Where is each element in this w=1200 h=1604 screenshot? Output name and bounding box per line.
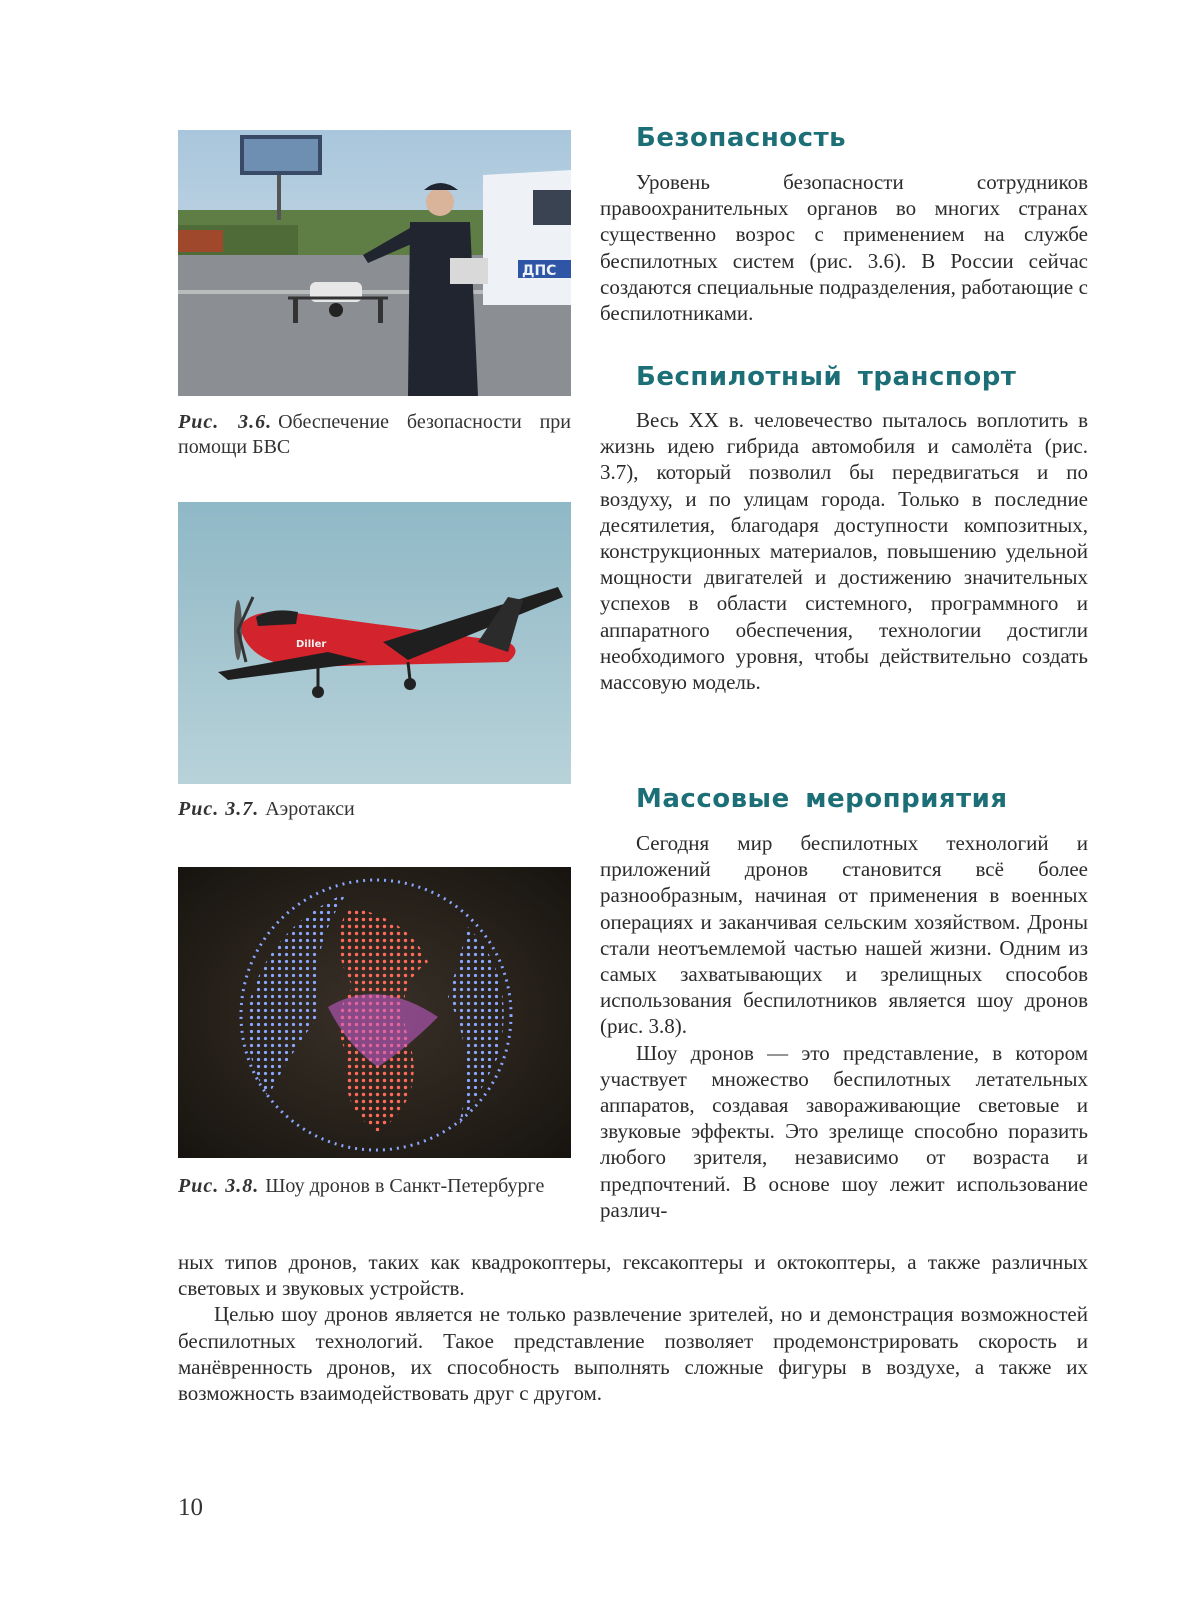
paragraph: Шоу дронов — это представление, в котором участвует множество беспилотных летательных аппаратов, создавая завораживающие световые и звуковые эффекты. Это зрелище способно поразить любого зрителя, независимо от возраста и предпочтений. В основе шоу лежит использование различ- [600, 1040, 1088, 1222]
paragraph-continuation: ных типов дронов, таких как квадрокоптеры, гексакоптеры и октокоптеры, а также различных световых и звуковых устройств. [178, 1250, 1088, 1301]
figure-label: Рис. 3.6. [178, 411, 273, 433]
figure-3-6-photo [178, 130, 571, 396]
page-number: 10 [178, 1494, 203, 1521]
figure-label: Рис. 3.8. [178, 1175, 260, 1197]
figure-3-8-photo [178, 867, 571, 1158]
paragraph: Весь XX в. человечество пыталось воплотить в жизнь идею гибрида автомобиля и самолёта (рис. 3.7), который позволил бы передвигаться и по воздуху, и по улицам города. Только в последние десятилетия, благодаря доступности композитных, конструкционных материалов, повышению удельной мощности двигателей и достижению значительных успехов в области системного, программного и аппаратного обеспечения, технологии достигли необходимого уровня, чтобы действительно создать массовую модель. [600, 408, 1088, 695]
figure-3-8-caption [178, 1174, 571, 1199]
section-body-mass-events [600, 830, 1088, 1223]
figure-3-7-caption [178, 797, 571, 822]
section-heading-transport: Беспилотный транспорт [636, 362, 1017, 392]
figure-caption-text: Аэротакси [265, 798, 355, 820]
figure-caption-text: Шоу дронов в Санкт-Петербурге [265, 1175, 545, 1197]
figure-label: Рис. 3.7. [178, 798, 260, 820]
section-heading-safety: Безопасность [636, 123, 847, 153]
section-heading-mass-events: Массовые мероприятия [636, 784, 1008, 814]
patrol-car-label: ДПС [522, 263, 557, 279]
section-body-transport [600, 407, 1088, 695]
full-width-text [178, 1249, 1088, 1406]
plane-logo-text: Diller [296, 639, 327, 650]
paragraph: Сегодня мир беспилотных технологий и приложений дронов становится всё более разнообразным, начиная от применения в военных операциях и заканчивая сельским хозяйством. Дроны стали неотъемлемой частью нашей жизни. Одним из самых захватывающих и зрелищных способов использования беспилотников является шоу дронов (рис. 3.8). [600, 831, 1088, 1039]
paragraph: Уровень безопасности сотрудников правоохранительных органов во многих странах существенно возрос с применением на службе беспилотных систем (рис. 3.6). В России сейчас создаются специальные подразделения, работающие с беспилотниками. [600, 170, 1088, 326]
figure-3-6-caption [178, 410, 571, 460]
figure-3-7-photo [178, 502, 571, 784]
figure-caption-text: Обеспечение безопасности при помощи БВС [178, 411, 571, 458]
section-body-safety [600, 169, 1088, 326]
paragraph: Целью шоу дронов является не только развлечение зрителей, но и демонстрация возможностей беспилотных технологий. Такое представление позволяет продемонстрировать скорость и манёвренность дронов, их способность выполнять сложные фигуры в воздухе, а также их возможность взаимодействовать друг с другом. [178, 1302, 1088, 1406]
